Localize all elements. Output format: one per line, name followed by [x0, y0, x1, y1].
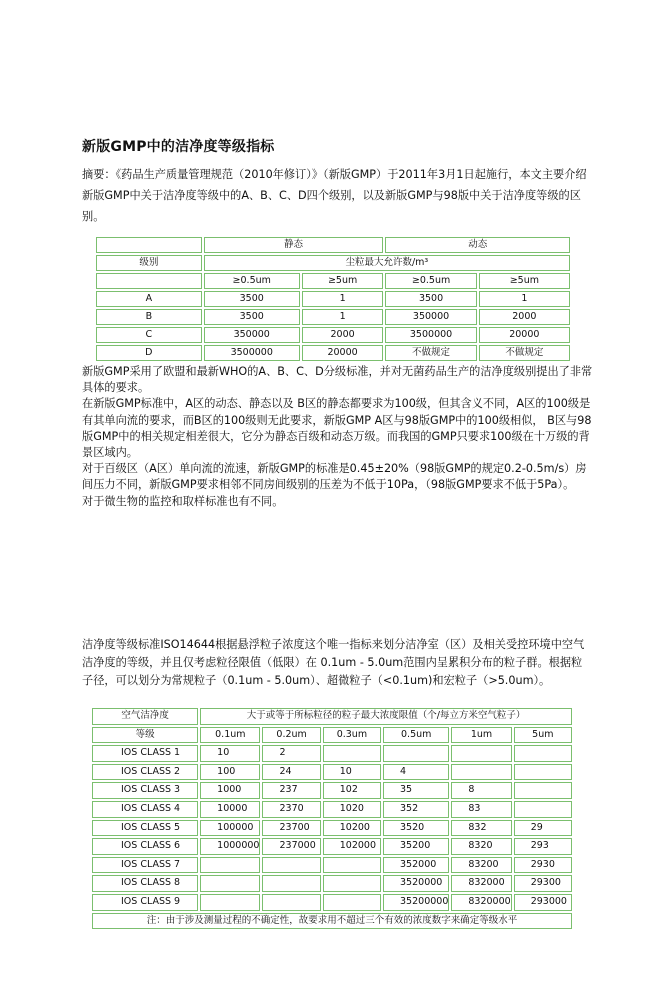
- table-cell: [96, 273, 202, 289]
- gmp-comparison-text: [82, 364, 594, 510]
- table-cell: A: [96, 291, 202, 307]
- table-cell: IOS CLASS 2: [92, 764, 198, 781]
- table-cell: [200, 857, 260, 874]
- table-row: [96, 237, 570, 253]
- table-cell: 不做规定: [385, 345, 476, 361]
- table-cell: 100000: [200, 820, 260, 837]
- table-cell: 350000: [204, 327, 300, 343]
- table-cell: 8320: [451, 838, 511, 855]
- table-row: [92, 764, 572, 781]
- table-cell: 237: [262, 782, 320, 799]
- table-cell: [200, 875, 260, 892]
- class-header: 空气洁净度: [92, 708, 198, 725]
- table-cell: 3500: [204, 309, 300, 325]
- dynamic-header: 动态: [385, 237, 570, 253]
- table-cell: IOS CLASS 8: [92, 875, 198, 892]
- table-cell: 2000: [479, 309, 570, 325]
- table-cell: 24: [262, 764, 320, 781]
- table-cell: 35200000: [383, 894, 449, 911]
- abstract-paragraph: 摘要：《药品生产质量管理规范（2010年修订）》（新版GMP）于2011年3月1日起施行，本文主要介绍新版GMP中关于洁净度等级中的A、B、C、D四个级别，以及新版GMP与98版中关于洁净度等级的区别。: [82, 168, 587, 223]
- table-cell: 10: [200, 745, 260, 762]
- paragraph: 新版GMP采用了欧盟和最新WHO的A、B、C、D分级标准，并对无菌药品生产的洁净度级别提出了非常具体的要求。: [82, 365, 593, 395]
- table-cell: IOS CLASS 7: [92, 857, 198, 874]
- table-row: [96, 255, 570, 271]
- iso-cleanliness-table: [90, 706, 574, 931]
- table-cell: 8320000: [451, 894, 511, 911]
- table-cell: 20000: [479, 327, 570, 343]
- table-cell: 35: [383, 782, 449, 799]
- table-cell: 3520000: [383, 875, 449, 892]
- table-cell: 237000: [262, 838, 320, 855]
- grade-header: 等级: [92, 727, 198, 744]
- table-cell: IOS CLASS 1: [92, 745, 198, 762]
- table-cell: [451, 764, 511, 781]
- table-cell: 8: [451, 782, 511, 799]
- table-note: 注：由于涉及测量过程的不确定性，故要求用不超过三个有效的浓度数字来确定等级水平: [92, 913, 572, 930]
- table-cell: 102: [323, 782, 381, 799]
- paragraph: 对于微生物的监控和取样标准也有不同。: [82, 494, 284, 508]
- table-cell: [323, 857, 381, 874]
- size-header: 0.1um: [200, 727, 260, 744]
- table-row: [92, 820, 572, 837]
- table-cell: 1: [302, 309, 384, 325]
- table-cell: 1000: [200, 782, 260, 799]
- grade-header: 级别: [96, 255, 202, 271]
- table-cell: [323, 745, 381, 762]
- table-cell: 352: [383, 801, 449, 818]
- table-cell: 10: [323, 764, 381, 781]
- table-cell: IOS CLASS 9: [92, 894, 198, 911]
- table-cell: IOS CLASS 6: [92, 838, 198, 855]
- table-cell: [451, 745, 511, 762]
- table-row: [92, 913, 572, 930]
- table-row: [96, 273, 570, 289]
- table-row: [92, 857, 572, 874]
- static-header: 静态: [204, 237, 384, 253]
- table-cell: B: [96, 309, 202, 325]
- table-row: [92, 727, 572, 744]
- table-cell: [514, 745, 572, 762]
- table-cell: 2930: [514, 857, 572, 874]
- table-cell: 2: [262, 745, 320, 762]
- table-cell: 1020: [323, 801, 381, 818]
- table-cell: [323, 894, 381, 911]
- table-row: [92, 782, 572, 799]
- table-row: [92, 708, 572, 725]
- table-cell: 20000: [302, 345, 384, 361]
- size-header: ≥5um: [302, 273, 384, 289]
- page-title: 新版GMP中的洁净度等级指标: [82, 139, 275, 155]
- size-header: ≥5um: [479, 273, 570, 289]
- table-cell: [262, 894, 320, 911]
- table-row: [96, 291, 570, 307]
- table-cell: C: [96, 327, 202, 343]
- table-row: [92, 745, 572, 762]
- table-row: [96, 309, 570, 325]
- iso-standard-paragraph: 洁净度等级标准ISO14644根据悬浮粒子浓度这个唯一指标来划分洁净室（区）及相关受控环境中空气洁净度的等级，并且仅考虑粒径限值（低限）在 0.1um - 5.0um范围内呈累积分布的粒子群。根据粒子径，可以划分为常规粒子（0.1um - 5.0um）、超微粒子（<0.1um)和宏粒子（>5.0um）。: [82, 638, 585, 687]
- paragraph: 在新版GMP标准中，A区的动态、静态以及 B区的静态都要求为100级，但其含义不同，A区的100级是有其单向流的要求，而B区的100级则无此要求，新版GMP A区与98版GMP中的100级相似， B区与98版GMP中的相关规定相差很大，它分为静态百级和动态万级。而我国的GMP只要求100级在十万级的背景区域内。: [82, 397, 592, 460]
- table-cell: 1000000: [200, 838, 260, 855]
- table-cell: 3500: [204, 291, 300, 307]
- table-row: [92, 894, 572, 911]
- table-cell: [514, 782, 572, 799]
- table-cell: 832: [451, 820, 511, 837]
- table-cell: IOS CLASS 4: [92, 801, 198, 818]
- gmp-cleanliness-table: [94, 235, 572, 363]
- size-header: ≥0.5um: [204, 273, 300, 289]
- table-cell: 293000: [514, 894, 572, 911]
- table-cell: [514, 764, 572, 781]
- table-cell: [514, 801, 572, 818]
- table-cell: 350000: [385, 309, 476, 325]
- table-cell: 1: [302, 291, 384, 307]
- table-cell: 3520: [383, 820, 449, 837]
- table-cell: [200, 894, 260, 911]
- table-cell: 2370: [262, 801, 320, 818]
- size-header: 0.3um: [323, 727, 381, 744]
- table-cell: 4: [383, 764, 449, 781]
- table-cell: 293: [514, 838, 572, 855]
- table-cell: 1: [479, 291, 570, 307]
- table-cell: 23700: [262, 820, 320, 837]
- table-cell: 3500000: [385, 327, 476, 343]
- table-cell: 2000: [302, 327, 384, 343]
- table-cell: 10000: [200, 801, 260, 818]
- table-cell: IOS CLASS 5: [92, 820, 198, 837]
- table-row: [96, 327, 570, 343]
- table-cell: [383, 745, 449, 762]
- table-cell: 83: [451, 801, 511, 818]
- table-row: [92, 838, 572, 855]
- table-cell: [96, 237, 202, 253]
- size-header: ≥0.5um: [385, 273, 476, 289]
- table-cell: 10200: [323, 820, 381, 837]
- size-header: 1um: [451, 727, 511, 744]
- table-cell: 29: [514, 820, 572, 837]
- table-cell: 100: [200, 764, 260, 781]
- size-header: 0.5um: [383, 727, 449, 744]
- table-row: [92, 801, 572, 818]
- table-cell: 352000: [383, 857, 449, 874]
- table-cell: 35200: [383, 838, 449, 855]
- concentration-header: 大于或等于所标粒径的粒子最大浓度限值（个/每立方米空气粒子）: [200, 708, 572, 725]
- size-header: 0.2um: [262, 727, 320, 744]
- table-cell: D: [96, 345, 202, 361]
- paragraph: 对于百级区（A区）单向流的流速，新版GMP的标准是0.45±20%（98版GMP的规定0.2-0.5m/s）房间压力不同，新版GMP要求相邻不同房间级别的压差为不低于10Pa，（98版GMP要求不低于5Pa）。: [82, 462, 587, 492]
- table-cell: 102000: [323, 838, 381, 855]
- table-cell: 832000: [451, 875, 511, 892]
- size-header: 5um: [514, 727, 572, 744]
- table-cell: [262, 875, 320, 892]
- table-cell: 不做规定: [479, 345, 570, 361]
- table-cell: 29300: [514, 875, 572, 892]
- max-particles-header: 尘粒最大允许数/m³: [204, 255, 570, 271]
- table-cell: [262, 857, 320, 874]
- table-cell: IOS CLASS 3: [92, 782, 198, 799]
- table-row: [92, 875, 572, 892]
- table-cell: [323, 875, 381, 892]
- table-cell: 3500: [385, 291, 476, 307]
- table-cell: 3500000: [204, 345, 300, 361]
- table-row: [96, 345, 570, 361]
- table-cell: 83200: [451, 857, 511, 874]
